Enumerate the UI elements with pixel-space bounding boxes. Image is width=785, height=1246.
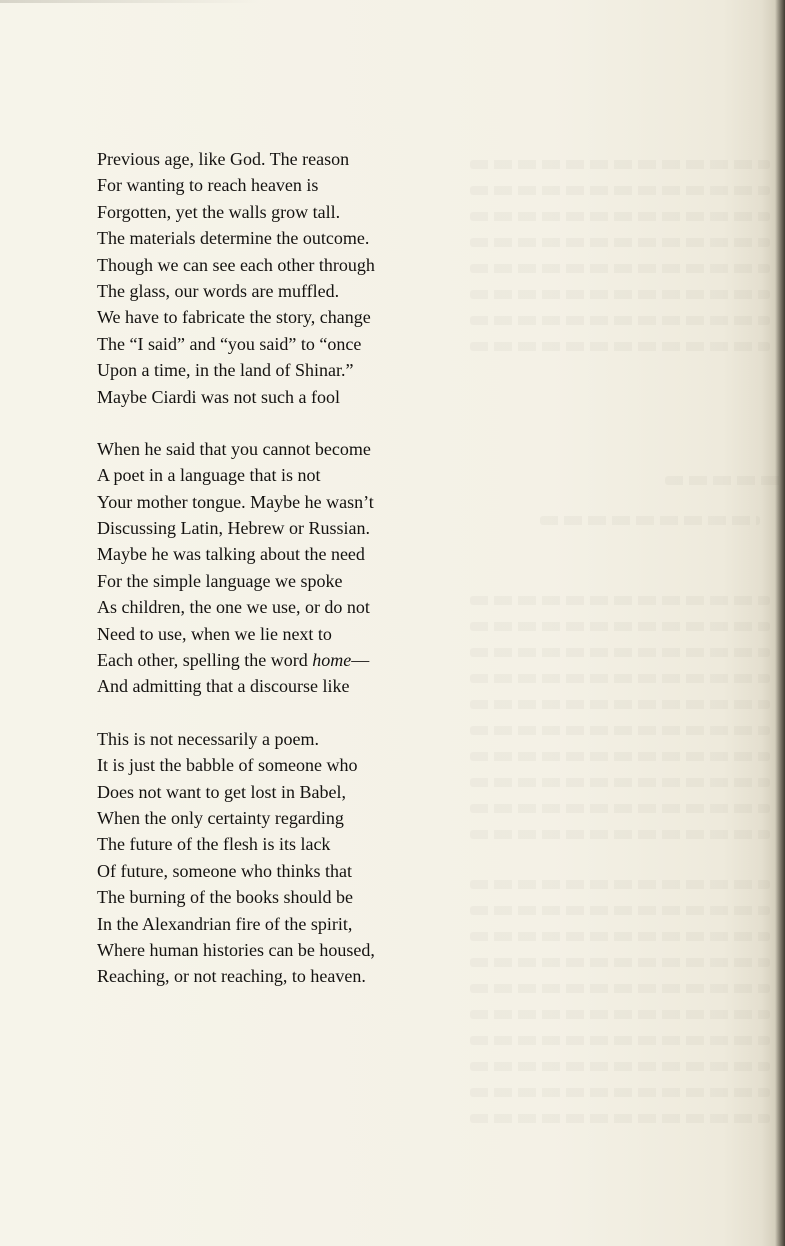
poem-line: The glass, our words are muffled. xyxy=(97,280,340,301)
poem-line: Discussing Latin, Hebrew or Russian. xyxy=(97,518,370,539)
em-dash: — xyxy=(351,650,370,671)
italic-word: home xyxy=(312,650,352,671)
poem-line: Previous age, like God. The reason xyxy=(97,149,350,169)
poem-line: The “I said” and “you said” to “once xyxy=(97,333,362,354)
poem-line: A poet in a language that is not xyxy=(97,465,321,486)
poem-line: Of future, someone who thinks that xyxy=(97,860,352,881)
poem-line: Forgotten, yet the walls grow tall. xyxy=(97,201,341,222)
line-text: Each other, spelling the word xyxy=(97,650,313,671)
poem-line: Maybe he was talking about the need xyxy=(97,544,365,565)
poem-line: For the simple language we spoke xyxy=(97,570,343,591)
poem-line: For wanting to reach heaven is xyxy=(97,175,319,196)
bleed-through-text xyxy=(665,476,785,485)
poem-line: Where human histories can be housed, xyxy=(97,939,375,960)
bleed-through-text xyxy=(470,1036,770,1045)
bleed-through-text xyxy=(470,1010,770,1019)
page-spine-shadow xyxy=(775,0,785,1246)
poem-line: When the only certainty regarding xyxy=(97,807,344,828)
poem-line: Though we can see each other through xyxy=(97,254,375,275)
poem-line: When he said that you cannot become xyxy=(97,438,371,459)
poem-line: Reaching, or not reaching, to heaven. xyxy=(97,966,366,987)
bleed-through-text xyxy=(470,1088,770,1097)
poem-line: The materials determine the outcome. xyxy=(97,228,370,249)
bleed-through-text xyxy=(470,1062,770,1071)
bleed-through-text xyxy=(470,1114,770,1123)
stanza-3 xyxy=(97,726,517,990)
poem-line: The burning of the books should be xyxy=(97,887,353,908)
stanza-2 xyxy=(97,436,517,700)
poem-line: Does not want to get lost in Babel, xyxy=(97,781,346,802)
poem-line: In the Alexandrian fire of the spirit, xyxy=(97,913,353,934)
poem-line: Upon a time, in the land of Shinar.” xyxy=(97,360,354,381)
poem-line: Need to use, when we lie next to xyxy=(97,623,332,644)
bleed-through-text xyxy=(540,516,760,525)
poem-line: We have to fabricate the story, change xyxy=(97,307,371,328)
stanza-1 xyxy=(97,146,517,410)
poem-line-with-italic xyxy=(97,647,517,673)
poem-line: As children, the one we use, or do not xyxy=(97,597,370,618)
poem-line: It is just the babble of someone who xyxy=(97,755,358,776)
page-top-mark xyxy=(0,0,260,3)
poem-body xyxy=(97,146,517,990)
poem-line: This is not necessarily a poem. xyxy=(97,728,319,749)
poem-line: The future of the flesh is its lack xyxy=(97,834,331,855)
poem-line: And admitting that a discourse like xyxy=(97,676,350,697)
poem-line: Maybe Ciardi was not such a fool xyxy=(97,386,340,407)
poem-line: Your mother tongue. Maybe he wasn’t xyxy=(97,491,374,512)
